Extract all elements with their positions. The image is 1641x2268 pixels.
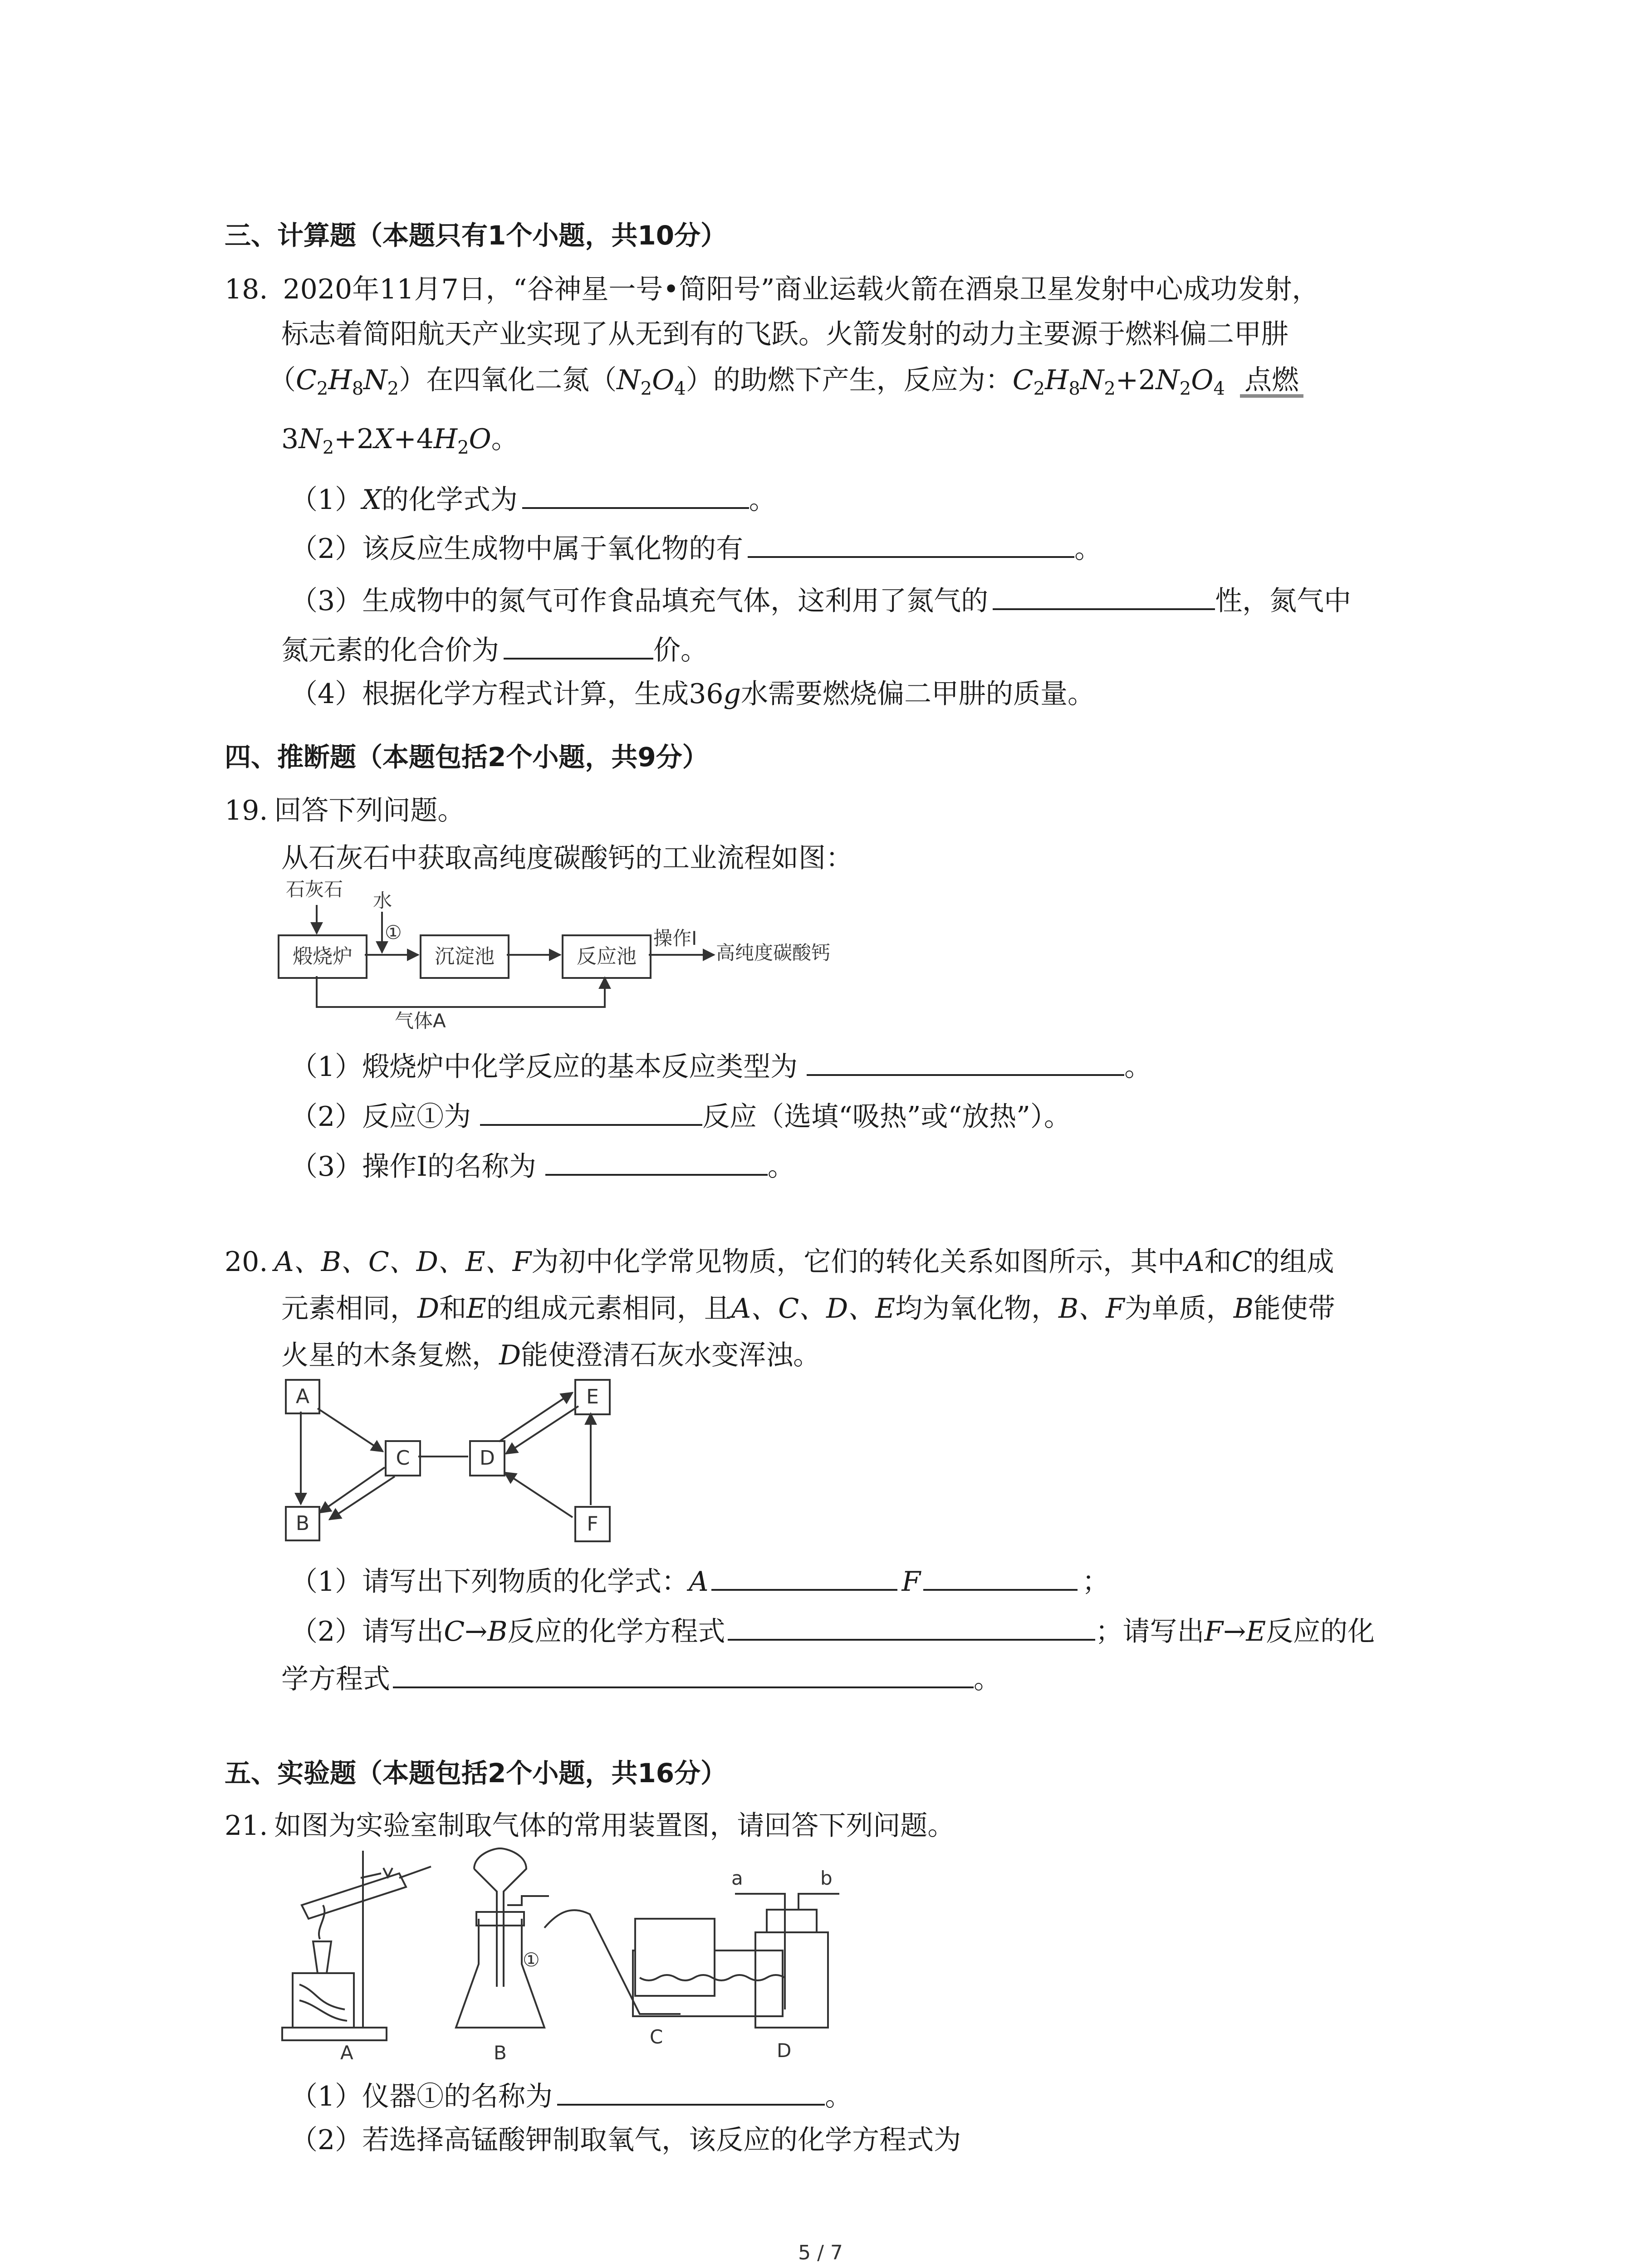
water-label: 水 xyxy=(373,890,392,912)
answer-blank[interactable] xyxy=(480,1098,702,1126)
answer-blank[interactable] xyxy=(993,582,1215,610)
apparatus-a-label: A xyxy=(340,2042,353,2064)
box-c: C xyxy=(385,1440,421,1476)
q19-part-3: （3）操作Ⅰ的名称为 。 xyxy=(290,1148,795,1180)
q20-part-2-cont: 学方程式 。 xyxy=(281,1660,1001,1693)
q20-part-2: （2）请写出C→B反应的化学方程式 ；请写出F→E反应的化 xyxy=(290,1613,1375,1645)
box-e: E xyxy=(574,1379,611,1415)
q18-part-4: （4）根据化学方程式计算，生成36g水需要燃烧偏二甲肼的质量。 xyxy=(290,678,1095,710)
answer-blank[interactable] xyxy=(711,1563,897,1591)
q18-part-3: （3）生成物中的氮气可作食品填充气体，这利用了氮气的 性，氮气中 xyxy=(290,582,1351,615)
box-d: D xyxy=(469,1440,505,1476)
answer-blank[interactable] xyxy=(923,1563,1078,1591)
box-f: F xyxy=(574,1506,611,1542)
answer-blank[interactable] xyxy=(557,2077,825,2106)
q18-line-2: 标志着简阳航天产业实现了从无到有的飞跃。火箭发射的动力主要源于燃料偏二甲肼 xyxy=(281,318,1288,350)
reaction-pool-box: 反应池 xyxy=(562,934,652,979)
product-label: 高纯度碳酸钙 xyxy=(716,942,831,964)
apparatus-d-label: D xyxy=(777,2039,792,2062)
q21-part-1: （1）仪器①的名称为 。 xyxy=(290,2077,852,2110)
q18-line-4: $3N_2+2X+4H_2O$。 xyxy=(281,423,519,458)
apparatus-b-label: B xyxy=(494,2042,507,2064)
q19-line-2: 从石灰石中获取高纯度碳酸钙的工业流程如图： xyxy=(281,842,853,874)
q18-line-1 xyxy=(225,276,1319,303)
apparatus-c-label: C xyxy=(650,2026,663,2048)
q20-part-1: （1）请写出下列物质的化学式：A F ； xyxy=(290,1563,1109,1595)
section-3-heading: 三、计算题（本题只有1个小题，共10分） xyxy=(225,220,727,251)
q18-line-3: $(C_2H_8N_2)$在四氧化二氮$(N_2O_4)$的助燃下产生，反应为：$C_2H_8N_2+2N_2O_4$ 点燃 xyxy=(269,367,1303,398)
section-5-heading: 五、实验题（本题包括2个小题，共16分） xyxy=(225,1758,727,1789)
answer-blank[interactable] xyxy=(545,1148,768,1176)
answer-blank[interactable] xyxy=(393,1660,974,1688)
q18-text-1: 2020年11月7日，“谷神星一号•简阳号”商业运载火箭在酒泉卫星发射中心成功发射， xyxy=(283,274,1319,305)
sediment-pool-box: 沉淀池 xyxy=(420,934,509,979)
q19-part-2: （2）反应①为 反应（选填“吸热”或“放热”）。 xyxy=(290,1098,1071,1130)
page-number: 5 / 7 xyxy=(798,2241,843,2264)
q21-line-1: 21. 如图为实验室制取气体的常用装置图，请回答下列问题。 xyxy=(225,1810,955,1842)
answer-blank[interactable] xyxy=(728,1613,1095,1641)
q18-number: 18. xyxy=(225,274,268,305)
q20-line-3: 火星的木条复燃，D能使澄清石灰水变浑浊。 xyxy=(281,1339,821,1371)
answer-blank[interactable] xyxy=(748,530,1074,558)
answer-blank[interactable] xyxy=(504,631,653,660)
q18-part-1: （1）X的化学式为 。 xyxy=(290,481,776,513)
box-b: B xyxy=(285,1506,320,1541)
q18-part-2: （2）该反应生成物中属于氧化物的有 。 xyxy=(290,530,1102,562)
answer-blank[interactable] xyxy=(522,481,749,509)
section-4-heading: 四、推断题（本题包括2个小题，共9分） xyxy=(225,742,709,772)
furnace-box: 煅烧炉 xyxy=(278,934,367,979)
gas-a-label: 气体A xyxy=(395,1010,446,1032)
port-b-label: b xyxy=(820,1867,833,1889)
operation-label: 操作I xyxy=(653,927,697,949)
q19-part-1: （1）煅烧炉中化学反应的基本反应类型为 。 xyxy=(290,1048,1151,1080)
q21-part-2: （2）若选择高锰酸钾制取氧气，该反应的化学方程式为 xyxy=(290,2124,961,2156)
q19-line-1: 19. 回答下列问题。 xyxy=(225,795,465,826)
reaction-condition: 点燃 xyxy=(1240,367,1303,397)
q18-part-3-cont: 氮元素的化合价为 价。 xyxy=(281,631,708,664)
answer-blank[interactable] xyxy=(807,1048,1124,1076)
limestone-label: 石灰石 xyxy=(286,878,343,900)
q20-line-2: 元素相同，D和E的组成元素相同，且A、C、D、E均为氧化物，B、F为单质，B能使带 xyxy=(281,1293,1335,1325)
port-a-label: a xyxy=(731,1867,743,1889)
circle-1-label: ① xyxy=(385,921,402,943)
q20-line-1: 20. A、B、C、D、E、F为初中化学常见物质，它们的转化关系如图所示，其中A和C的组成 xyxy=(225,1246,1334,1278)
box-a: A xyxy=(285,1379,320,1414)
instrument-1-label: ① xyxy=(523,1949,540,1971)
